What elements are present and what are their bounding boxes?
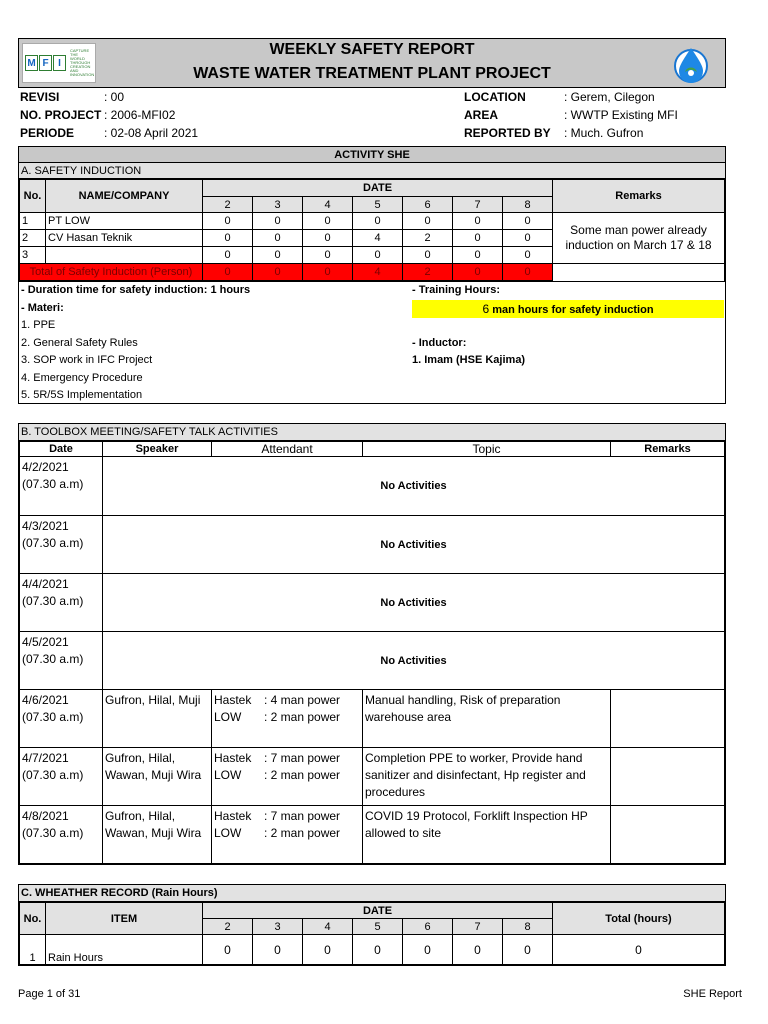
report-header — [18, 38, 726, 88]
row-no: 1 — [20, 213, 46, 230]
row-time: (07.30 a.m) — [22, 710, 84, 724]
periode-value: : 02-08 April 2021 — [104, 126, 199, 140]
attendant-name: Hastek — [214, 693, 252, 707]
row-time: (07.30 a.m) — [22, 652, 84, 666]
total-blank — [553, 264, 725, 281]
row-name: CV Hasan Teknik — [46, 230, 203, 247]
location-value: : Gerem, Cilegon — [564, 90, 655, 104]
total-value: 0 — [203, 264, 253, 281]
row-value: 0 — [253, 247, 303, 264]
row-date: 4/2/2021 — [22, 460, 69, 474]
row-no: 2 — [20, 230, 46, 247]
row-speaker: Gufron, Hilal, Muji — [103, 690, 212, 748]
row-value: 0 — [203, 213, 253, 230]
weather-section — [18, 884, 726, 966]
row-topic: Completion PPE to worker, Provide hand sanitizer and disinfectant, Hp register and procedures — [363, 748, 611, 806]
inductor-label: - Inductor: — [412, 337, 467, 349]
table-row — [20, 516, 725, 574]
col-total: Total (hours) — [553, 903, 725, 935]
row-date-cell — [20, 690, 103, 748]
total-value: 0 — [253, 264, 303, 281]
row-value: 0 — [253, 230, 303, 247]
row-no: 3 — [20, 247, 46, 264]
table-row — [20, 213, 725, 230]
periode-label: PERIODE — [20, 126, 75, 140]
weather-table — [19, 902, 725, 965]
row-value: 0 — [253, 935, 303, 965]
date-header: 2 — [203, 197, 253, 213]
row-value: 0 — [453, 935, 503, 965]
logo-letter: I — [53, 55, 66, 71]
attendant-count: : 2 man power — [264, 768, 341, 782]
row-time: (07.30 a.m) — [22, 826, 84, 840]
row-value: 0 — [353, 213, 403, 230]
attendant-count: : 2 man power — [264, 710, 341, 724]
row-value: 2 — [403, 230, 453, 247]
attendant-name: LOW — [214, 768, 242, 782]
col-date: DATE — [203, 180, 553, 197]
row-value: 0 — [503, 230, 553, 247]
materi-item: 1. PPE — [21, 319, 56, 331]
revisi-label: REVISI — [20, 90, 60, 104]
row-date-cell — [20, 516, 103, 574]
date-header: 8 — [503, 919, 553, 935]
row-speaker: Gufron, Hilal, Wawan, Muji Wira — [103, 748, 212, 806]
row-value: 0 — [403, 935, 453, 965]
row-date-cell — [20, 632, 103, 690]
col-date: Date — [20, 442, 103, 457]
row-attendant — [212, 690, 363, 748]
row-value: 0 — [353, 935, 403, 965]
row-value: 0 — [303, 247, 353, 264]
row-value: 0 — [503, 213, 553, 230]
row-time: (07.30 a.m) — [22, 768, 84, 782]
materi-label: - Materi: — [21, 302, 64, 314]
materi-item: 4. Emergency Procedure — [21, 372, 143, 384]
no-activities: No Activities — [103, 574, 725, 632]
row-date: 4/4/2021 — [22, 577, 69, 591]
row-value: 0 — [453, 230, 503, 247]
row-value: 0 — [253, 213, 303, 230]
page-number: Page 1 of 31 — [18, 988, 81, 1000]
table-row — [20, 574, 725, 632]
revisi-value: : 00 — [104, 90, 125, 104]
row-time: (07.30 a.m) — [22, 536, 84, 550]
training-label: - Training Hours: — [412, 284, 500, 296]
project-label: NO. PROJECT — [20, 108, 102, 122]
materi-item: 3. SOP work in IFC Project — [21, 354, 153, 366]
reported-value: : Much. Gufron — [564, 126, 644, 140]
row-value: 0 — [203, 247, 253, 264]
no-activities: No Activities — [103, 516, 725, 574]
inductor-value: 1. Imam (HSE Kajima) — [412, 354, 526, 366]
row-value: 0 — [503, 247, 553, 264]
table-row — [20, 632, 725, 690]
row-value: 0 — [453, 247, 503, 264]
induction-table — [19, 179, 725, 281]
row-remarks — [611, 748, 725, 806]
report-label: SHE Report — [683, 988, 742, 1000]
col-speaker: Speaker — [103, 442, 212, 457]
safety-induction-title: A. SAFETY INDUCTION — [19, 163, 725, 179]
date-header: 5 — [353, 197, 403, 213]
area-label: AREA — [464, 108, 499, 122]
total-row — [20, 264, 725, 281]
report-subtitle: WASTE WATER TREATMENT PLANT PROJECT — [193, 65, 551, 82]
row-remarks — [611, 806, 725, 864]
training-text: man hours for safety induction — [492, 304, 654, 316]
training-hours-box — [412, 300, 724, 318]
row-attendant — [212, 748, 363, 806]
attendant-name: Hastek — [214, 751, 252, 765]
activity-she-title: ACTIVITY SHE — [19, 147, 725, 163]
row-time: (07.30 a.m) — [22, 477, 84, 491]
no-activities: No Activities — [103, 457, 725, 516]
safety-induction-section — [18, 146, 726, 404]
row-value: 0 — [503, 935, 553, 965]
row-topic: COVID 19 Protocol, Forklift Inspection HP allowed to site — [363, 806, 611, 864]
training-value: 6 — [482, 302, 490, 316]
date-header: 5 — [353, 919, 403, 935]
date-header: 4 — [303, 919, 353, 935]
date-header: 3 — [253, 919, 303, 935]
row-value: 0 — [403, 247, 453, 264]
toolbox-section — [18, 423, 726, 865]
induction-remarks: Some man power already induction on March 17 & 18 — [553, 213, 725, 264]
logo-tagline: CAPTURE THE WORLD THROUGH CREATION AND INNOVATION — [70, 48, 95, 77]
total-label: Total of Safety Induction (Person) — [20, 264, 203, 281]
row-date: 4/8/2021 — [22, 809, 69, 823]
row-date-cell — [20, 806, 103, 864]
logo-letter: M — [25, 55, 38, 71]
row-attendant — [212, 806, 363, 864]
report-title: WEEKLY SAFETY REPORT — [269, 41, 475, 58]
row-value: 0 — [203, 935, 253, 965]
col-no: No. — [20, 903, 46, 935]
row-value: 0 — [303, 230, 353, 247]
date-header: 7 — [453, 919, 503, 935]
row-topic: Manual handling, Risk of preparation warehouse area — [363, 690, 611, 748]
row-date: 4/6/2021 — [22, 693, 69, 707]
date-header: 3 — [253, 197, 303, 213]
row-date: 4/5/2021 — [22, 635, 69, 649]
toolbox-title: B. TOOLBOX MEETING/SAFETY TALK ACTIVITIES — [19, 424, 725, 441]
attendant-count: : 7 man power — [264, 751, 341, 765]
table-row — [20, 690, 725, 748]
row-total: 0 — [553, 935, 725, 965]
date-header: 7 — [453, 197, 503, 213]
duration-text: - Duration time for safety induction: 1 hours — [21, 284, 251, 296]
attendant-name: Hastek — [214, 809, 252, 823]
row-remarks — [611, 690, 725, 748]
total-value: 2 — [403, 264, 453, 281]
col-remarks: Remarks — [611, 442, 725, 457]
row-date-cell — [20, 574, 103, 632]
row-name: PT LOW — [46, 213, 203, 230]
toolbox-table — [19, 441, 725, 864]
row-value: 0 — [303, 935, 353, 965]
table-row — [20, 748, 725, 806]
col-item: ITEM — [46, 903, 203, 935]
col-no: No. — [20, 180, 46, 213]
date-header: 8 — [503, 197, 553, 213]
col-name: NAME/COMPANY — [46, 180, 203, 213]
induction-details — [19, 281, 725, 403]
date-header: 4 — [303, 197, 353, 213]
water-drop-icon — [671, 44, 711, 84]
row-date: 4/3/2021 — [22, 519, 69, 533]
row-value: 0 — [303, 213, 353, 230]
attendant-name: LOW — [214, 710, 242, 724]
row-value: 0 — [203, 230, 253, 247]
table-row — [20, 806, 725, 864]
row-value: 0 — [453, 213, 503, 230]
row-date-cell — [20, 457, 103, 516]
table-row — [20, 457, 725, 516]
project-info — [18, 88, 726, 142]
row-date: 4/7/2021 — [22, 751, 69, 765]
total-value: 0 — [453, 264, 503, 281]
reported-label: REPORTED BY — [464, 126, 551, 140]
col-topic: Topic — [363, 442, 611, 457]
row-time: (07.30 a.m) — [22, 594, 84, 608]
row-speaker: Gufron, Hilal, Wawan, Muji Wira — [103, 806, 212, 864]
table-row — [20, 935, 725, 965]
project-value: : 2006-MFI02 — [104, 108, 176, 122]
location-label: LOCATION — [464, 90, 526, 104]
date-header: 2 — [203, 919, 253, 935]
logo-letter: F — [39, 55, 52, 71]
total-value: 4 — [353, 264, 403, 281]
row-value: 4 — [353, 230, 403, 247]
col-attendant: Attendant — [212, 442, 363, 457]
attendant-count: : 2 man power — [264, 826, 341, 840]
row-value: 0 — [403, 213, 453, 230]
weather-title: C. WHEATHER RECORD (Rain Hours) — [19, 885, 725, 902]
col-remarks: Remarks — [553, 180, 725, 213]
row-value: 0 — [353, 247, 403, 264]
date-header: 6 — [403, 919, 453, 935]
materi-item: 5. 5R/5S Implementation — [21, 389, 143, 401]
attendant-count: : 4 man power — [264, 693, 341, 707]
row-name — [46, 247, 203, 264]
row-item: Rain Hours — [46, 935, 203, 965]
row-date-cell — [20, 748, 103, 806]
report-sheet — [18, 38, 726, 966]
attendant-count: : 7 man power — [264, 809, 341, 823]
col-date: DATE — [203, 903, 553, 919]
total-value: 0 — [303, 264, 353, 281]
date-header: 6 — [403, 197, 453, 213]
total-value: 0 — [503, 264, 553, 281]
materi-item: 2. General Safety Rules — [21, 337, 138, 349]
area-value: : WWTP Existing MFI — [564, 108, 678, 122]
no-activities: No Activities — [103, 632, 725, 690]
row-no: 1 — [20, 935, 46, 965]
attendant-name: LOW — [214, 826, 242, 840]
